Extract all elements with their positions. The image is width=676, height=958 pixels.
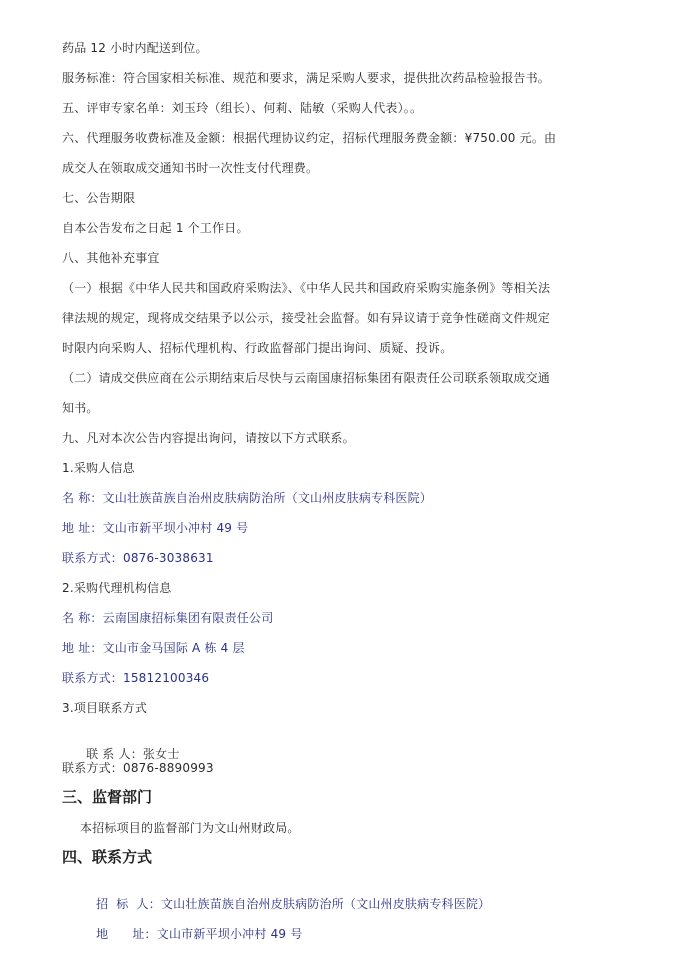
supplement-2-line1: （二）请成交供应商在公示期结束后尽快与云南国康招标集团有限责任公司联系领取成交通 [62,371,551,385]
section-7-heading: 七、公告期限 [62,191,136,205]
agency-info-heading: 2.采购代理机构信息 [62,581,172,595]
agency-address-label: 地 址： [62,641,103,655]
tenderer-label: 招 标 人： [96,897,161,911]
expert-list: 五、评审专家名单：刘玉玲（组长）、何莉、陆敏（采购人代表）。。 [62,101,423,115]
project-contact-phone-value: 0876-8890993 [123,761,214,775]
supplement-1-line2: 律法规的规定，现将成交结果予以公示，接受社会监督。如有异议请于竞争性磋商文件规定 [62,311,551,325]
project-contact-phone [62,760,214,776]
purchaser-phone [62,550,214,566]
agency-fee: 六、代理服务收费标准及金额：根据代理协议约定，招标代理服务费金额：¥750.00 元。由 [62,131,557,145]
tenderer-address-value: 文山市新平坝小冲村 49 号 [156,927,303,941]
section-8-heading: 八、其他补充事宜 [62,251,160,265]
purchaser-name-value: 文山壮族苗族自治州皮肤病防治所（文山州皮肤病专科医院） [102,491,433,505]
purchaser-name [62,490,432,506]
supplement-2-line2: 知书。 [62,401,99,415]
notice-period: 自本公告发布之日起 1 个工作日。 [62,221,249,235]
purchaser-info-heading: 1.采购人信息 [62,461,135,475]
agency-phone-value: 15812100346 [123,671,210,685]
service-standard: 服务标准：符合国家相关标准、规范和要求，满足采购人要求，提供批次药品检验报告书。 [62,71,551,85]
purchaser-name-label: 名 称： [62,491,103,505]
agency-phone [62,670,209,686]
project-contact-heading: 3.项目联系方式 [62,701,148,715]
contact-heading: 四、联系方式 [62,848,153,866]
purchaser-phone-value: 0876-3038631 [123,551,214,565]
agency-fee-cont: 成交人在领取成交通知书时一次性支付代理费。 [62,161,319,175]
supervision-text: 本招标项目的监督部门为文山州财政局。 [80,821,300,835]
purchaser-address [62,520,248,536]
tenderer-address-label: 地 址： [96,927,157,941]
supplement-1-line3: 时限内向采购人、招标代理机构、行政监督部门提出询问、质疑、投诉。 [62,341,453,355]
project-contact-phone-label: 联系方式： [62,761,124,775]
delivery-text: 药品 12 小时内配送到位。 [62,41,208,55]
supplement-1-line1: （一）根据《中华人民共和国政府采购法》、《中华人民共和国政府采购实施条例》等相关法 [62,281,551,295]
section-9-heading: 九、凡对本次公告内容提出询问，请按以下方式联系。 [62,431,355,445]
project-contact-person-label: 联 系 人： [78,747,143,761]
purchaser-phone-label: 联系方式： [62,551,124,565]
purchaser-address-label: 地 址： [62,521,103,535]
agency-phone-label: 联系方式： [62,671,124,685]
agency-address [62,640,245,656]
project-contact-person-value: 张女士 [142,747,180,761]
agency-name-label: 名 称： [62,611,103,625]
purchaser-address-value: 文山市新平坝小冲村 49 号 [102,521,249,535]
supervision-heading: 三、监督部门 [62,788,153,806]
tenderer-value: 文山壮族苗族自治州皮肤病防治所（文山州皮肤病专科医院） [160,897,491,911]
agency-name-value: 云南国康招标集团有限责任公司 [102,611,274,625]
agency-name [62,610,273,626]
tenderer-address [80,910,302,958]
agency-address-value: 文山市金马国际 A 栋 4 层 [102,641,245,655]
